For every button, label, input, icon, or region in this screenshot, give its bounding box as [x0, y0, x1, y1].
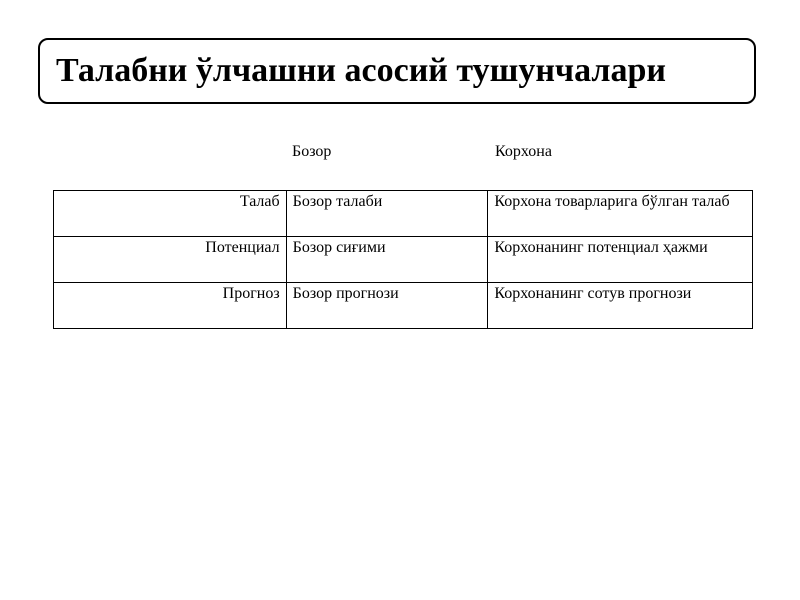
column-header-market: Бозор: [292, 143, 332, 160]
company-cell: Корхона товарларига бўлган талаб: [488, 191, 753, 237]
table-row: [54, 191, 753, 237]
market-cell: Бозор сиғими: [286, 237, 488, 283]
column-header-company: Корхона: [495, 143, 552, 160]
concepts-table: [53, 190, 753, 329]
company-cell: Корхонанинг сотув прогнози: [488, 283, 753, 329]
market-cell: Бозор талаби: [286, 191, 488, 237]
slide-title: Талабни ўлчашни асосий тушунчалари: [56, 52, 666, 89]
row-label: Прогноз: [54, 283, 287, 329]
table-row: [54, 237, 753, 283]
market-cell: Бозор прогнози: [286, 283, 488, 329]
title-box: [38, 38, 756, 104]
row-label: Потенциал: [54, 237, 287, 283]
row-label: Талаб: [54, 191, 287, 237]
table-row: [54, 283, 753, 329]
company-cell: Корхонанинг потенциал ҳажми: [488, 237, 753, 283]
